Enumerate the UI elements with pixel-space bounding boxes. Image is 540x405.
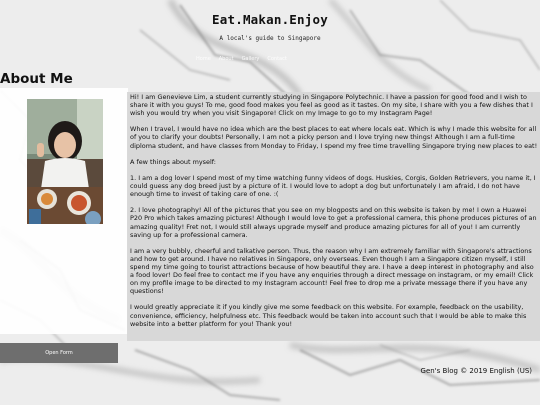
about-paragraph-feedback: I would greatly appreciate it if you kindly give me some feedback on this website. For example, feedback on the usability, convenience, efficiency, helpfulness etc. This feedback would be taken into account such that I would be able to make this website into a better platform for you! Thank you! <box>130 303 527 328</box>
about-paragraph-photography: 2. I love photography! All of the pictures that you see on my blogposts and on this website is taken by me! I own a Huawei P20 Pro which takes amazing pictures! Although I would love to get a professional camera, this phone produces pictures of an amazing quality! Fret not, I would still always upgrade myself and produce amazing pictures for all of you! I am currently saving up for a professional camera. <box>130 206 537 239</box>
main-navigation <box>196 56 287 62</box>
nav-item-about[interactable]: About <box>218 56 234 62</box>
about-paragraph-dog-lover: 1. I am a dog lover I spend most of my time watching funny videos of dogs. Huskies, Corgis, Golden Retrievers, you name it, I could guess any dog breed just by a picture of it. I would love to adopt a dog but unfortunately I am afraid, I do not have enough time to invest of taking care of one. :( <box>130 173 536 199</box>
about-content <box>130 93 538 336</box>
open-form-button[interactable]: Open Form <box>0 343 118 363</box>
about-paragraph-intro: Hi! I am Genevieve Lim, a student currently studying in Singapore Polytechnic. I have a passion for good food and I wish to share it with you guys! To me, good food makes you feel as good as it tastes. On my site, I share with you a few dishes that I wish you would try when you visit Singapore! Click on my Image to go to my Instagram Page! <box>130 93 533 118</box>
about-paragraph-list-intro: A few things about myself: <box>130 157 216 166</box>
nav-item-home[interactable]: Home <box>196 56 211 62</box>
about-paragraph-personality: I am a very bubbly, cheerful and talkative person. Thus, the reason why I am extremely familiar with Singapore's attractions and how to get around. I have no relatives in Singapore, only overseas. Even though I am a Singapore citizen myself, I still spend my time going to tourist attractions because of how beautiful they are. I have a deep interest in photography and also a food lover! Do feel free to contact me if you have any enquiries through a direct message on instagram, or my email! Click on my profile image to be directed to my Instagram account! Feel free to drop me a private message there if you have any questions! <box>130 246 534 296</box>
about-paragraph-travel: When I travel, I would have no idea which are the best places to eat where locals eat. Which is why I made this website for all of you to clarify your doubts! Personally, I am not a picky person and I love trying new things! Although I am a full-time diploma student, and have classes from Monday to Friday, I spend my free time travelling Singapore trying new places to eat! <box>130 125 538 150</box>
nav-item-gallery[interactable]: Gallery <box>241 56 260 62</box>
site-tagline: A local's guide to Singapore <box>219 35 321 42</box>
about-heading: About Me <box>0 71 73 87</box>
site-title: Eat.Makan.Enjoy <box>212 12 328 27</box>
profile-photo-icon[interactable] <box>27 99 103 224</box>
nav-item-contact[interactable]: Contact <box>267 56 287 62</box>
footer-text: Gen's Blog © 2019 English (US) <box>420 367 532 375</box>
